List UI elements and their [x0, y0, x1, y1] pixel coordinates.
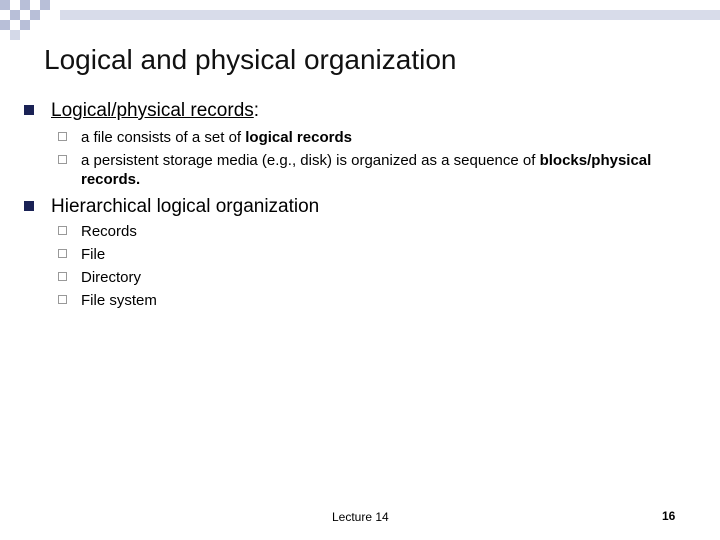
hollow-square-bullet-icon — [58, 272, 67, 281]
hollow-square-bullet-icon — [58, 132, 67, 141]
footer-lecture-label: Lecture 14 — [332, 510, 389, 524]
sub-bullet-text: File system — [81, 292, 157, 309]
heading-underlined: Logical/physical records — [51, 100, 254, 121]
sub-bullet-text: Directory — [81, 269, 142, 286]
square-bullet-icon — [24, 201, 34, 211]
square-bullet-icon — [24, 105, 34, 115]
sub-bullet-text: a file consists of a set of logical records — [81, 129, 352, 146]
sub-bullet-text: Records — [81, 223, 137, 240]
bullet-text: Hierarchical logical organization — [51, 196, 320, 217]
sub-bullet-item — [58, 291, 698, 310]
sub-bullet-item — [58, 268, 698, 287]
sub-bullet-text: a persistent storage media (e.g., disk) is organized as a sequence of blocks/physical records. — [81, 152, 652, 188]
sub-bullet-item — [58, 245, 698, 264]
bullet-text — [51, 100, 259, 122]
sub-bullet-item — [58, 128, 698, 147]
slide-title: Logical and physical organization — [44, 44, 457, 75]
hollow-square-bullet-icon — [58, 226, 67, 235]
bullet-logical-physical-records — [24, 100, 259, 122]
hollow-square-bullet-icon — [58, 249, 67, 258]
sub-bullet-text: File — [81, 246, 106, 263]
sub-bullet-item — [58, 222, 698, 241]
bullet-hierarchical-organization — [24, 196, 319, 218]
hollow-square-bullet-icon — [58, 155, 67, 164]
sub-bullet-item — [58, 151, 698, 189]
decorative-checker-pattern — [0, 0, 720, 40]
hollow-square-bullet-icon — [58, 295, 67, 304]
page-number: 16 — [662, 509, 676, 523]
heading-suffix: : — [253, 100, 260, 121]
